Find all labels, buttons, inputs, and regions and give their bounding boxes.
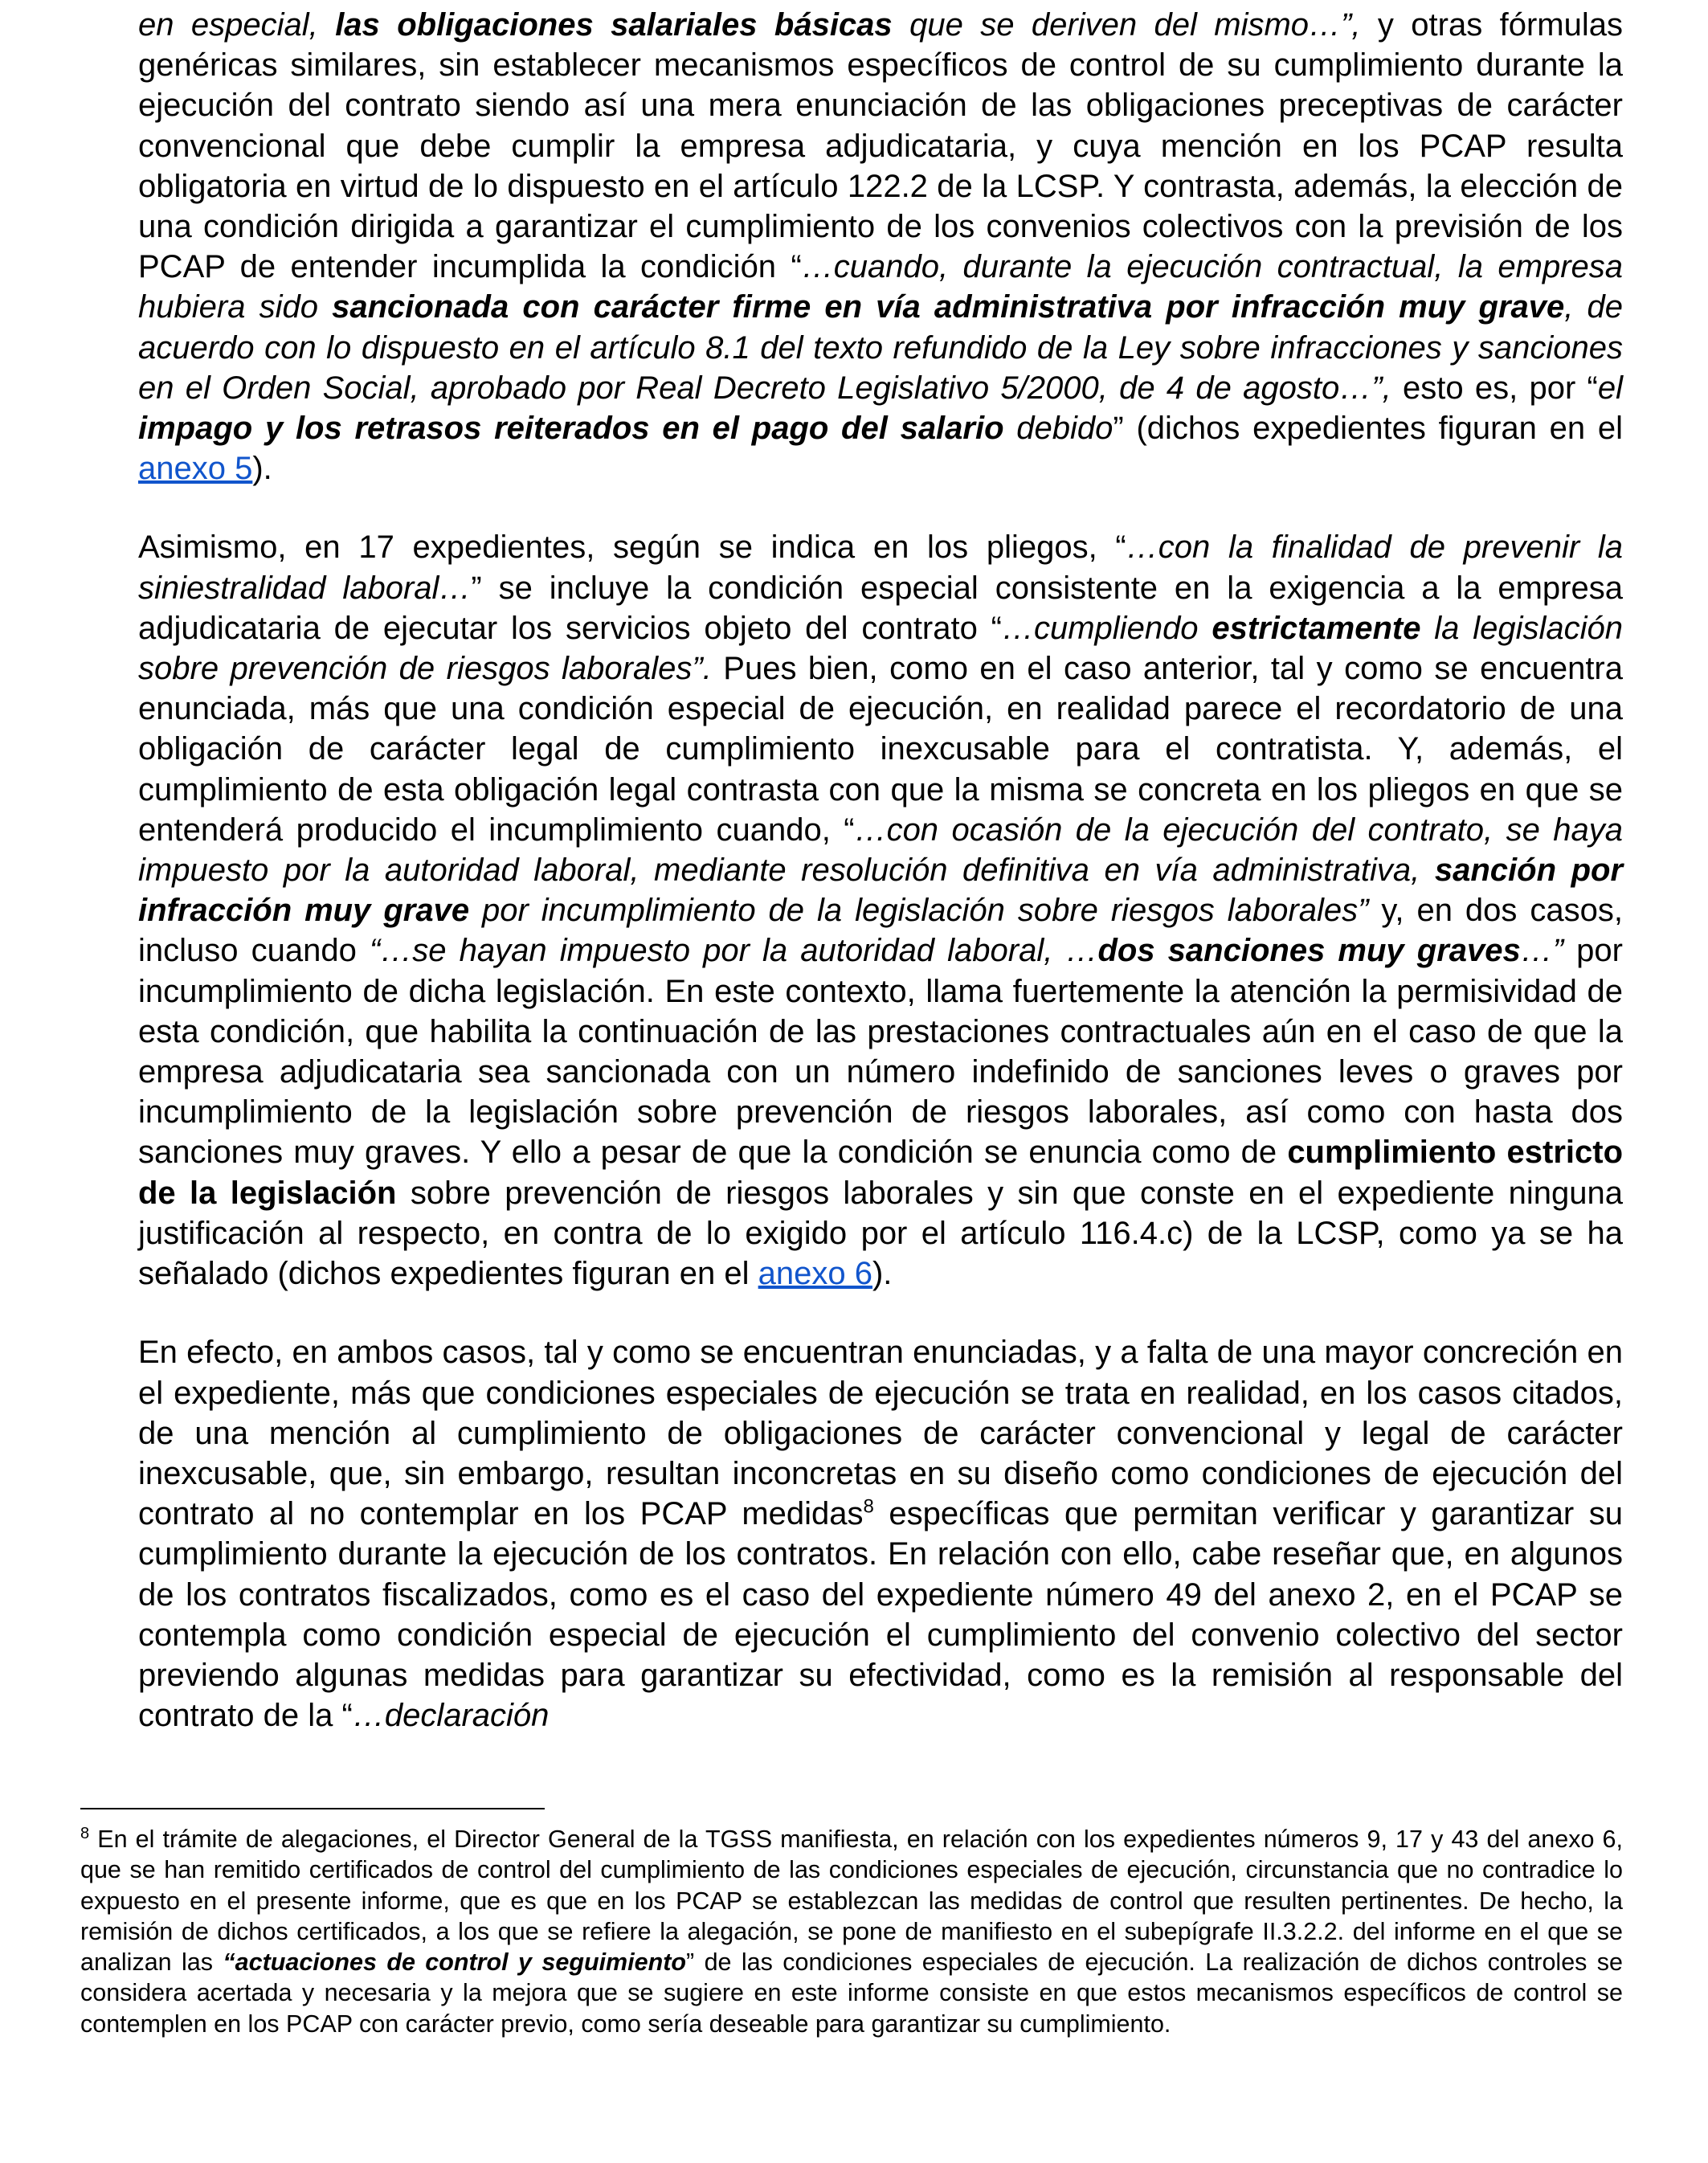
quote-text: “…se hayan impuesto por la autoridad laboral, …: [369, 933, 1098, 969]
quote-text: en especial,: [138, 7, 336, 43]
quote-text: …declaración: [352, 1698, 550, 1734]
quote-text: …”: [1520, 933, 1564, 969]
quote-text: …cumpliendo: [1001, 610, 1212, 646]
paragraph-obligaciones-salariales: [138, 5, 1623, 489]
emphasis-text: cumplimiento estricto de la legislación: [138, 1135, 1623, 1211]
body-sentence: por incumplimiento de dicha legislación. En este contexto, llama fuertemente la atención la permisividad de esta condición, que habilita la continuación de las prestaciones contractuales aún en el caso de que la empresa adjudicataria sea sancionada con un número indefinido de sanciones leves o graves por incumplimiento de la legislación sobre prevención de riesgos laborales, así como con hasta dos sanciones muy graves. Y ello a pesar de que la condición se enuncia como de: [138, 933, 1623, 1171]
quote-text: …cuando, durante la ejecución contractual, la empresa hubiera sido: [138, 249, 1624, 325]
quote-text: debido: [1003, 411, 1113, 447]
paragraph-siniestralidad-laboral: [138, 527, 1623, 1294]
quote-text: , de acuerdo con lo dispuesto en el artículo 8.1 del texto refundido de la Ley sobre infracciones y sanciones en el Orden Social, aprobado por Real Decreto Legislativo 5/2000, de 4 de agosto…”,: [138, 289, 1624, 406]
emphasis-text: sancionada con carácter firme en vía administrativa por infracción muy grave: [332, 289, 1565, 325]
footnote-number: 8: [80, 1824, 90, 1842]
emphasis-text: estrictamente: [1212, 610, 1421, 646]
body-sentence: ).: [872, 1256, 893, 1292]
quote-text: …con ocasión de la ejecución del contrato, se haya impuesto por la autoridad laboral, mediante resolución definitiva en vía administrativa,: [138, 812, 1623, 889]
body-sentence: sobre prevención de riesgos laborales y sin que conste en el expediente ninguna justificación al respecto, en contra de lo exigido por el artículo 116.4.c) de la LCSP, como ya se ha señalado (dichos expedientes figuran en el: [138, 1175, 1623, 1292]
body-sentence: ” se incluye la condición especial consistente en la exigencia a la empresa adjudicataria de ejecutar los servicios objeto del contrato “: [138, 570, 1623, 646]
footnote-8: [80, 1824, 1623, 2039]
emphasis-text: sanción por infracción muy grave: [138, 853, 1624, 929]
body-sentence: Pues bien, como en el caso anterior, tal y como se encuentra enunciada, más que una condición especial de ejecución, en realidad parece el recordatorio de una obligación de carácter legal de cumplimiento inexcusable para el contratista. Y, además, el cumplimiento de esta obligación legal contrasta con que la misma se concreta en los pliegos en que se entenderá producido el incumplimiento cuando, “: [138, 651, 1623, 848]
body-text: [138, 5, 1623, 1736]
quote-text: …con la finalidad de prevenir la siniestralidad laboral…: [138, 530, 1623, 606]
footnote-reference[interactable]: 8: [863, 1495, 874, 1518]
body-sentence: esto es, por “: [1391, 370, 1598, 406]
paragraph-en-efecto: [138, 1332, 1623, 1736]
body-sentence: y, en dos casos, incluso cuando: [138, 893, 1623, 969]
quote-text: la legislación sobre prevención de riesgos laborales”.: [138, 610, 1624, 687]
footnote-separator: [80, 1808, 545, 1809]
emphasis-text: “actuaciones de control y seguimiento: [223, 1948, 687, 1977]
quote-text: que se deriven del mismo…”,: [892, 7, 1361, 43]
anexo-5-link[interactable]: anexo 5: [138, 451, 253, 487]
quote-text: por incumplimiento de la legislación sobre riesgos laborales”: [469, 893, 1369, 929]
body-sentence: En efecto, en ambos casos, tal y como se encuentran enunciadas, y a falta de una mayor concreción en el expediente, más que condiciones especiales de ejecución se trata en realidad, en los casos citados, de una mención al cumplimiento de obligaciones de carácter convencional y legal de carácter inexcusable, que, sin embargo, resultan inconcretas en su diseño como condiciones de ejecución del contrato al no contemplar en los PCAP medidas: [138, 1335, 1623, 1532]
footnote-sentence: En el trámite de alegaciones, el Director General de la TGSS manifiesta, en relación con los expedientes números 9, 17 y 43 del anexo 6, que se han remitido certificados de control del cumplimiento de las condiciones especiales de ejecución, circunstancia que no contradice lo expuesto en el presente informe, que es que en los PCAP se establezcan las medidas de control que resulten pertinentes. De hecho, la remisión de dichos certificados, a los que se refiere la alegación, se pone de manifiesto en el subepígrafe II.3.2.2. del informe en el que se analizan las: [80, 1826, 1623, 1977]
body-sentence: y otras fórmulas genéricas similares, sin establecer mecanismos específicos de control de su cumplimiento durante la ejecución del contrato siendo así una mera enunciación de las obligaciones preceptivas de carácter convencional que debe cumplir la empresa adjudicataria, y cuya mención en los PCAP resulta obligatoria en virtud de lo dispuesto en el artículo 122.2 de la LCSP. Y contrasta, además, la elección de una condición dirigida a garantizar el cumplimiento de los convenios colectivos con la previsión de los PCAP de entender incumplida la condición “: [138, 7, 1623, 285]
anexo-6-link[interactable]: anexo 6: [758, 1256, 872, 1292]
body-sentence: específicas que permitan verificar y garantizar su cumplimiento durante la ejecución de los contratos. En relación con ello, cabe reseñar que, en algunos de los contratos fiscalizados, como es el caso del expediente número 49 del anexo 2, en el PCAP se contempla como condición especial de ejecución el cumplimiento del convenio colectivo del sector previendo algunas medidas para garantizar su efectividad, como es la remisión al responsable del contrato de la “: [138, 1496, 1624, 1734]
body-sentence: Asimismo, en 17 expedientes, según se indica en los pliegos, “: [138, 530, 1126, 566]
body-sentence: ” (dichos expedientes figuran en el: [1113, 411, 1624, 447]
body-sentence: ).: [252, 451, 272, 487]
quote-text: el: [1597, 370, 1623, 406]
emphasis-text: dos sanciones muy graves: [1097, 933, 1521, 969]
emphasis-text: las obligaciones salariales básicas: [335, 7, 893, 43]
emphasis-text: impago y los retrasos reiterados en el pago del salario: [138, 411, 1004, 447]
footnote-sentence: ” de las condiciones especiales de ejecución. La realización de dichos controles se considera acertada y necesaria y la mejora que se sugiere en este informe consiste en que estos mecanismos específicos de control se contemplen en los PCAP con carácter previo, como sería deseable para garantizar su cumplimiento.: [80, 1948, 1624, 2038]
